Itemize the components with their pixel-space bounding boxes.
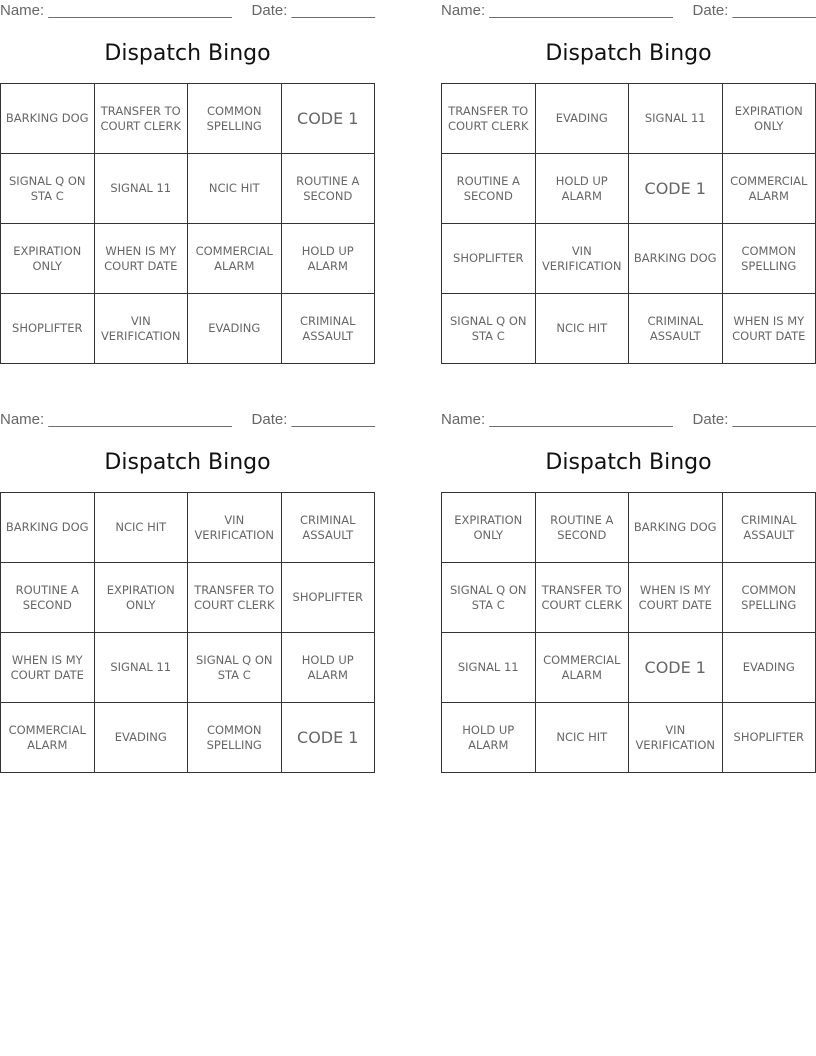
date-label: Date: __________ xyxy=(251,2,375,19)
bingo-card-4 xyxy=(441,409,816,781)
bingo-cell: NCIC HIT xyxy=(536,703,630,773)
date-label: Date: __________ xyxy=(251,411,375,428)
bingo-cell: SIGNAL 11 xyxy=(629,84,723,154)
bingo-cell: VIN VERIFICATION xyxy=(536,224,630,294)
bingo-cell: WHEN IS MY COURT DATE xyxy=(629,563,723,633)
bingo-cell: WHEN IS MY COURT DATE xyxy=(723,294,816,364)
bingo-cell: EVADING xyxy=(536,84,630,154)
bingo-cell-free: CODE 1 xyxy=(282,703,376,773)
bingo-cell: HOLD UP ALARM xyxy=(282,633,376,703)
bingo-cell: EXPIRATION ONLY xyxy=(95,563,189,633)
bingo-cell: VIN VERIFICATION xyxy=(629,703,723,773)
bingo-cell: VIN VERIFICATION xyxy=(95,294,189,364)
bingo-cell: BARKING DOG xyxy=(1,84,95,154)
bingo-cell: NCIC HIT xyxy=(536,294,630,364)
bingo-cell: COMMON SPELLING xyxy=(188,84,282,154)
bingo-cell: COMMERCIAL ALARM xyxy=(188,224,282,294)
bingo-cell: COMMERCIAL ALARM xyxy=(1,703,95,773)
bingo-cell: HOLD UP ALARM xyxy=(282,224,376,294)
bingo-cell: VIN VERIFICATION xyxy=(188,493,282,563)
bingo-cell: COMMERCIAL ALARM xyxy=(723,154,816,224)
bingo-cell: TRANSFER TO COURT CLERK xyxy=(442,84,536,154)
bingo-cell: ROUTINE A SECOND xyxy=(536,493,630,563)
bingo-cell: EVADING xyxy=(723,633,816,703)
bingo-cell: BARKING DOG xyxy=(1,493,95,563)
bingo-grid xyxy=(441,492,816,773)
bingo-cell: SIGNAL 11 xyxy=(442,633,536,703)
bingo-cell: CRIMINAL ASSAULT xyxy=(629,294,723,364)
bingo-cell-free: CODE 1 xyxy=(629,154,723,224)
bingo-cell: HOLD UP ALARM xyxy=(442,703,536,773)
bingo-cell: SIGNAL Q ON STA C xyxy=(188,633,282,703)
bingo-grid xyxy=(0,492,375,773)
bingo-cell: ROUTINE A SECOND xyxy=(1,563,95,633)
bingo-cell: SIGNAL 11 xyxy=(95,154,189,224)
bingo-cell: ROUTINE A SECOND xyxy=(442,154,536,224)
bingo-cell: CRIMINAL ASSAULT xyxy=(723,493,816,563)
bingo-cell: SIGNAL Q ON STA C xyxy=(442,563,536,633)
bingo-cell: ROUTINE A SECOND xyxy=(282,154,376,224)
bingo-cell: COMMON SPELLING xyxy=(723,224,816,294)
bingo-cell: HOLD UP ALARM xyxy=(536,154,630,224)
bingo-card-2 xyxy=(441,0,816,372)
bingo-cell: BARKING DOG xyxy=(629,493,723,563)
bingo-cell: CRIMINAL ASSAULT xyxy=(282,294,376,364)
name-label: Name: ______________________ xyxy=(0,411,232,428)
name-label: Name: ______________________ xyxy=(0,2,232,19)
date-label: Date: __________ xyxy=(692,2,816,19)
bingo-card-3 xyxy=(0,409,375,781)
bingo-card-1 xyxy=(0,0,375,372)
bingo-cell: EXPIRATION ONLY xyxy=(442,493,536,563)
bingo-cell: EVADING xyxy=(188,294,282,364)
bingo-cell: BARKING DOG xyxy=(629,224,723,294)
bingo-cell: WHEN IS MY COURT DATE xyxy=(1,633,95,703)
card-title: Dispatch Bingo xyxy=(545,450,712,475)
bingo-cell: COMMON SPELLING xyxy=(723,563,816,633)
name-label: Name: ______________________ xyxy=(441,2,673,19)
card-title: Dispatch Bingo xyxy=(104,450,271,475)
card-title: Dispatch Bingo xyxy=(104,41,271,66)
bingo-cell: COMMERCIAL ALARM xyxy=(536,633,630,703)
bingo-cell: SHOPLIFTER xyxy=(1,294,95,364)
bingo-cell: TRANSFER TO COURT CLERK xyxy=(536,563,630,633)
bingo-cell: EXPIRATION ONLY xyxy=(1,224,95,294)
bingo-cell-free: CODE 1 xyxy=(282,84,376,154)
bingo-cell: CRIMINAL ASSAULT xyxy=(282,493,376,563)
bingo-cell: COMMON SPELLING xyxy=(188,703,282,773)
bingo-cell: TRANSFER TO COURT CLERK xyxy=(188,563,282,633)
bingo-cell: SHOPLIFTER xyxy=(282,563,376,633)
bingo-cell-free: CODE 1 xyxy=(629,633,723,703)
bingo-cell: SHOPLIFTER xyxy=(723,703,816,773)
bingo-cell: SIGNAL Q ON STA C xyxy=(442,294,536,364)
bingo-cell: EVADING xyxy=(95,703,189,773)
bingo-cell: SHOPLIFTER xyxy=(442,224,536,294)
bingo-cell: EXPIRATION ONLY xyxy=(723,84,816,154)
bingo-cell: SIGNAL 11 xyxy=(95,633,189,703)
bingo-cell: NCIC HIT xyxy=(188,154,282,224)
bingo-cell: TRANSFER TO COURT CLERK xyxy=(95,84,189,154)
bingo-cell: WHEN IS MY COURT DATE xyxy=(95,224,189,294)
bingo-cell: SIGNAL Q ON STA C xyxy=(1,154,95,224)
bingo-cell: NCIC HIT xyxy=(95,493,189,563)
bingo-grid xyxy=(441,83,816,364)
bingo-grid xyxy=(0,83,375,364)
date-label: Date: __________ xyxy=(692,411,816,428)
card-title: Dispatch Bingo xyxy=(545,41,712,66)
name-label: Name: ______________________ xyxy=(441,411,673,428)
